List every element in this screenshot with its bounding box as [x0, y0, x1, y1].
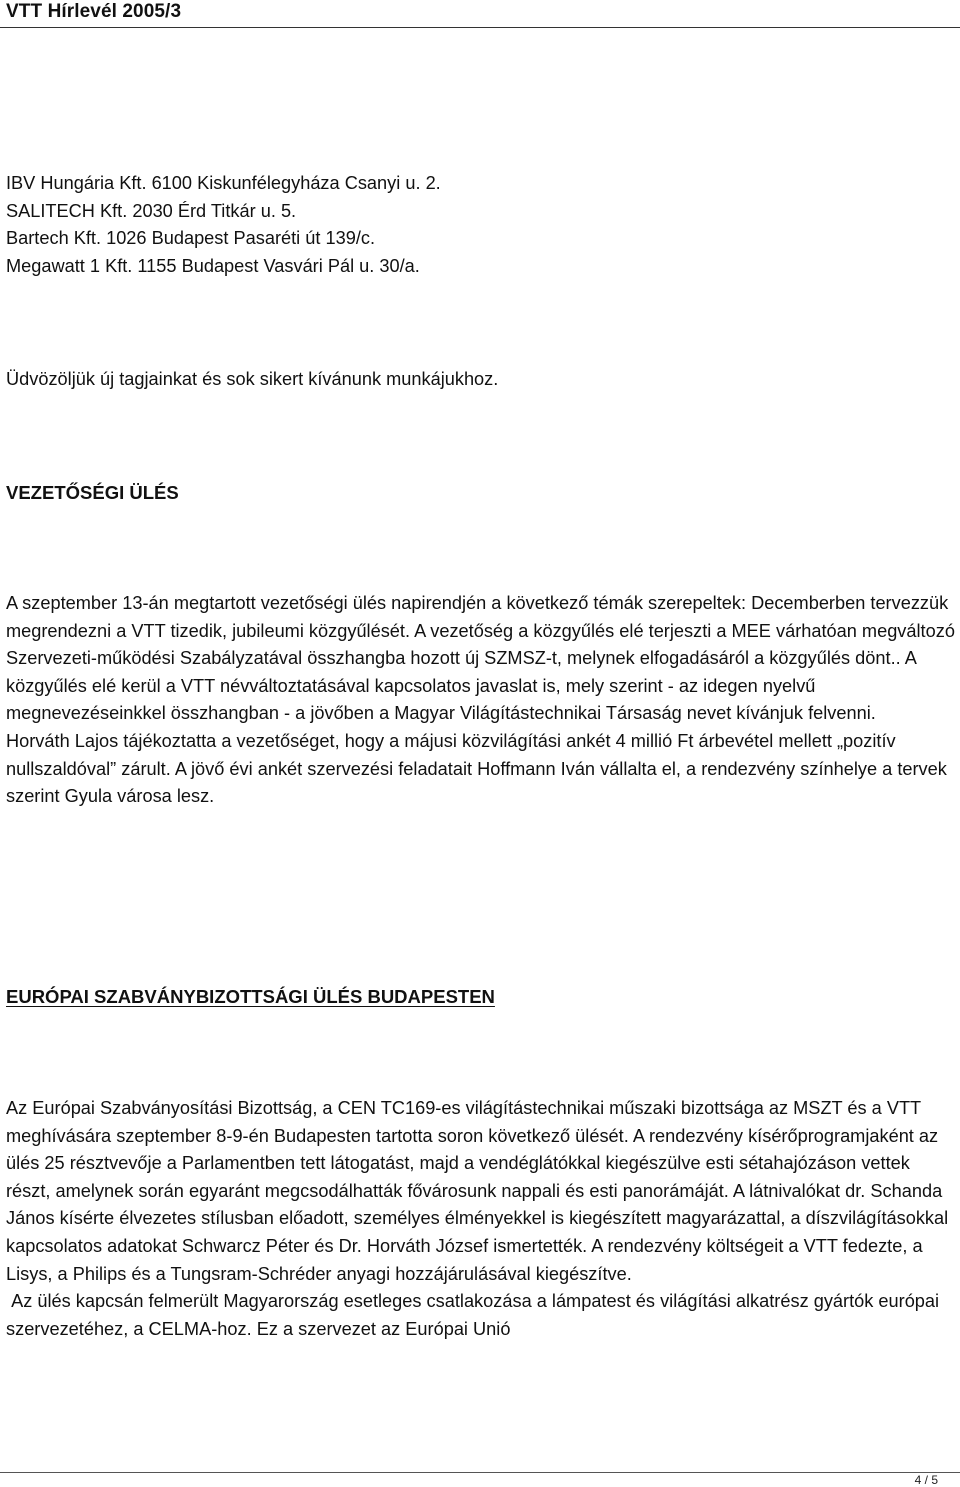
welcome-sentence: Üdvözöljük új tagjainkat és sok sikert kívánunk munkájukhoz.: [6, 369, 499, 389]
european-standards-body: [6, 1095, 956, 1343]
page-header-title: VTT Hírlevél 2005/3: [6, 1, 182, 22]
section-heading-european-standards-meeting: EURÓPAI SZABVÁNYBIZOTTSÁGI ÜLÉS BUDAPESTEN: [6, 986, 495, 1007]
address-line: Bartech Kft. 1026 Budapest Pasaréti út 139/c.: [6, 228, 376, 249]
address-line: SALITECH Kft. 2030 Érd Titkár u. 5.: [6, 200, 297, 221]
board-meeting-body: [6, 590, 956, 811]
footer-divider: [0, 1472, 960, 1473]
page-number: 4 / 5: [914, 1473, 938, 1487]
new-members-address-list: [6, 170, 956, 280]
section-heading-board-meeting: VEZETŐSÉGI ÜLÉS: [6, 482, 179, 503]
board-meeting-paragraph: A szeptember 13-án megtartott vezetőségi ülés napirendjén a következő témák szerepeltek: Decemberben tervezzük megrendezni a VTT tizedik, jubileumi közgyűlését. A vezetőség a közgyűlés elé terjeszti a MEE várhatóan megváltozó Szervezeti-működési Szabályzatával összhangba hozott új SZMSZ-t, melynek elfogadásáról a közgyűlés dönt.. A közgyűlés elé kerül a VTT névváltoztatásával kapcsolatos javaslat is, mely szerint - az idegen nyelvű megnevezéseinkkel összhangban - a jövőben a Magyar Világítástechnikai Társaság nevet kívánjuk felvenni.: [6, 593, 955, 724]
european-standards-paragraph: Az Európai Szabványosítási Bizottság, a CEN TC169-es világítástechnikai műszaki bizottsága az MSZT és a VTT meghívására szeptember 8-9-én Budapesten tartotta soron következő ülését. A rendezvény kísérőprogramjaként az ülés 25 résztvevője a Parlamentben tett látogatást, majd a vendéglátókkal kiegészülve esti sétahajózáson vettek részt, amelynek során egyaránt megcsodálhatták fővárosunk nappali és esti panorámáját. A látnivalókat dr. Schanda János kísérte élvezetes stílusban előadott, személyes élményekkel is kiegészített magyarázattal, a díszvilágításokkal kapcsolatos adatokat Schwarcz Péter és Dr. Horváth József ismertették. A rendezvény költségeit a VTT fedezte, a Lisys, a Philips és a Tungsram-Schréder anyagi hozzájárulásával kiegészítve.: [6, 1098, 949, 1284]
address-line: IBV Hungária Kft. 6100 Kiskunfélegyháza Csanyi u. 2.: [6, 173, 441, 193]
header-divider: [0, 27, 960, 28]
board-meeting-paragraph: Horváth Lajos tájékoztatta a vezetőséget, hogy a májusi közvilágítási ankét 4 millió Ft árbevétel mellett „pozitív nullszaldóval” zárult. A jövő évi ankét szervezési feladatait Hoffmann Iván vállalta el, a rendezvény színhelye a tervek szerint Gyula városa lesz.: [6, 730, 947, 807]
address-line: Megawatt 1 Kft. 1155 Budapest Vasvári Pál u. 30/a.: [6, 255, 420, 276]
european-standards-paragraph: Az ülés kapcsán felmerült Magyarország esetleges csatlakozása a lámpatest és világítási alkatrész gyártók európai szervezetéhez, a CELMA-hoz. Ez a szervezet az Európai Unió: [6, 1291, 945, 1339]
